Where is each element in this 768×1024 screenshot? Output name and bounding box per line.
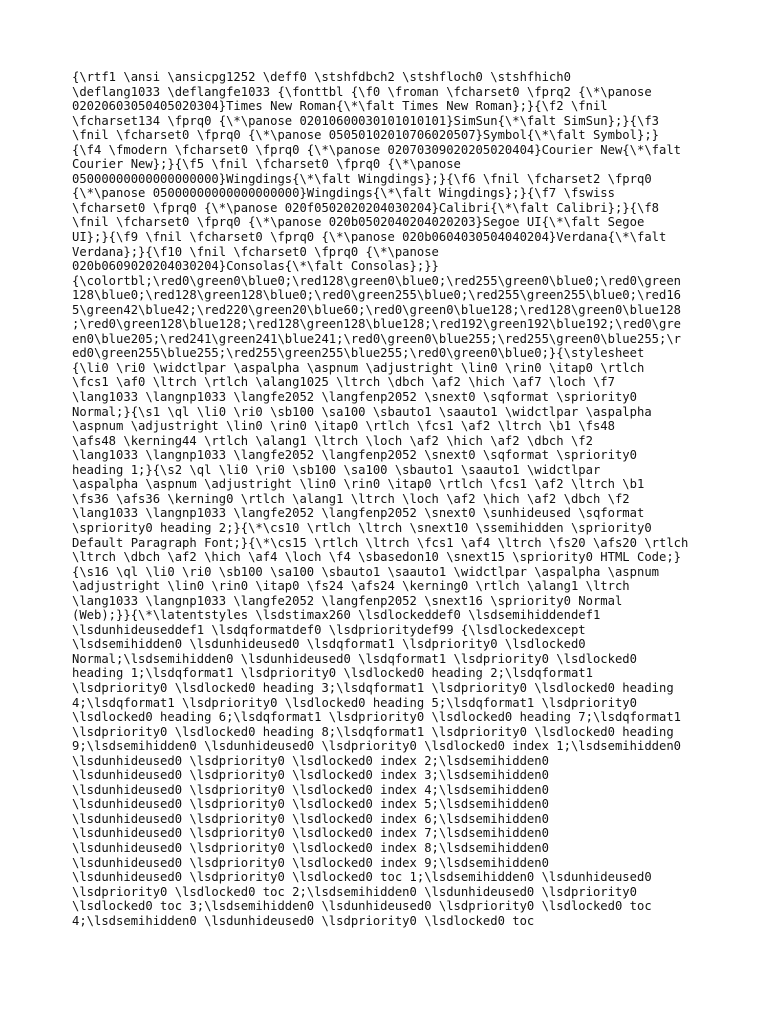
text-line: heading 1;}{\s2 \ql \li0 \ri0 \sb100 \sa100 \sbauto1 \saauto1 \widctlpar [72, 462, 601, 477]
text-line: \lang1033 \langnp1033 \langfe2052 \langfenp2052 \snext16 \spriority0 Normal [72, 593, 623, 608]
text-line: {\li0 \ri0 \widctlpar \aspalpha \aspnum \adjustright \lin0 \rin0 \itap0 \rtlch [72, 360, 645, 375]
text-line: \lsdunhideused0 \lsdpriority0 \lsdlocked0 index 3;\lsdsemihidden0 [72, 768, 549, 783]
text-line: \lsdlocked0 heading 6;\lsdqformat1 \lsdpriority0 \lsdlocked0 heading 7;\lsdqformat1 [72, 710, 682, 725]
text-line: \lsdunhideused0 \lsdpriority0 \lsdlocked0 index 2;\lsdsemihidden0 [72, 753, 549, 768]
text-line: \lsdpriority0 \lsdlocked0 toc 2;\lsdsemihidden0 \lsdunhideused0 \lsdpriority0 [72, 884, 637, 899]
text-line: Courier New};}{\f5 \fnil \fcharset0 \fprq0 {\*\panose [72, 157, 461, 172]
text-line: \fcs1 \af0 \ltrch \rtlch \alang1025 \ltrch \dbch \af2 \hich \af7 \loch \f7 [72, 375, 615, 390]
text-line: \ltrch \dbch \af2 \hich \af4 \loch \f4 \sbasedon10 \snext15 \spriority0 HTML Code;} [72, 550, 682, 565]
text-line: \fnil \fcharset0 \fprq0 {\*\panose 020b0502040204020203}Segoe UI{\*\falt Segoe [72, 215, 645, 230]
text-line: 02020603050405020304}Times New Roman{\*\falt Times New Roman};}{\f2 \fnil [72, 99, 608, 114]
text-line: \fcharset134 \fprq0 {\*\panose 02010600030101010101}SimSun{\*\falt SimSun};}{\f3 [72, 113, 659, 128]
text-line: \lsdunhideuseddef1 \lsdqformatdef0 \lsdprioritydef99 {\lsdlockedexcept [72, 622, 586, 637]
text-line: heading 1;\lsdqformat1 \lsdpriority0 \lsdlocked0 heading 2;\lsdqformat1 [72, 666, 593, 681]
text-line: \afs48 \kerning44 \rtlch \alang1 \ltrch \loch \af2 \hich \af2 \dbch \f2 [72, 433, 593, 448]
text-line: \aspnum \adjustright \lin0 \rin0 \itap0 \rtlch \fcs1 \af2 \ltrch \b1 \fs48 [72, 419, 615, 434]
text-line: \aspalpha \aspnum \adjustright \lin0 \rin0 \itap0 \rtlch \fcs1 \af2 \ltrch \b1 [72, 477, 645, 492]
text-line: {\f4 \fmodern \fcharset0 \fprq0 {\*\panose 02070309020205020404}Courier New{\*\falt [72, 142, 682, 157]
text-line: \lsdunhideused0 \lsdpriority0 \lsdlocked0 index 8;\lsdsemihidden0 [72, 840, 549, 855]
text-line: {\*\panose 05000000000000000000}Wingdings{\*\falt Wingdings};}{\f7 \fswiss [72, 186, 615, 201]
text-line: \lsdpriority0 \lsdlocked0 heading 3;\lsdqformat1 \lsdpriority0 \lsdlocked0 heading [72, 680, 674, 695]
text-line: en0\blue205;\red241\green241\blue241;\red0\green0\blue255;\red255\green0\blue255;\r [72, 331, 682, 346]
text-line: {\colortbl;\red0\green0\blue0;\red128\green0\blue0;\red255\green0\blue0;\red0\green [72, 273, 682, 288]
text-line: \lsdunhideused0 \lsdpriority0 \lsdlocked0 toc 1;\lsdsemihidden0 \lsdunhideused0 [72, 870, 652, 885]
text-line: 4;\lsdsemihidden0 \lsdunhideused0 \lsdpriority0 \lsdlocked0 toc [72, 913, 535, 928]
text-line: \lang1033 \langnp1033 \langfe2052 \langfenp2052 \snext0 \sqformat \spriority0 [72, 390, 637, 405]
text-line: \lang1033 \langnp1033 \langfe2052 \langfenp2052 \snext0 \sqformat \spriority0 [72, 448, 637, 463]
text-line: ;\red0\green128\blue128;\red128\green128\blue128;\red192\green192\blue192;\red0\gre [72, 317, 682, 332]
text-line: 020b0609020204030204}Consolas{\*\falt Consolas};}} [72, 259, 439, 274]
text-line: (Web);}}{\*\latentstyles \lsdstimax260 \lsdlockeddef0 \lsdsemihiddendef1 [72, 608, 601, 623]
text-line: {\rtf1 \ansi \ansicpg1252 \deff0 \stshfdbch2 \stshfloch0 \stshfhich0 [72, 70, 571, 84]
text-line: ed0\green255\blue255;\red255\green255\blue255;\red0\green0\blue0;}{\stylesheet [72, 346, 645, 361]
text-line: \lsdlocked0 toc 3;\lsdsemihidden0 \lsdunhideused0 \lsdpriority0 \lsdlocked0 toc [72, 899, 652, 914]
text-line: 4;\lsdqformat1 \lsdpriority0 \lsdlocked0 heading 5;\lsdqformat1 \lsdpriority0 [72, 695, 637, 710]
text-line: \spriority0 heading 2;}{\*\cs10 \rtlch \ltrch \snext10 \ssemihidden \spriority0 [72, 520, 652, 535]
text-line: \fs36 \afs36 \kerning0 \rtlch \alang1 \ltrch \loch \af2 \hich \af2 \dbch \f2 [72, 491, 630, 506]
text-line: \lsdunhideused0 \lsdpriority0 \lsdlocked0 index 5;\lsdsemihidden0 [72, 797, 549, 812]
text-line: Default Paragraph Font;}{\*\cs15 \rtlch \ltrch \fcs1 \af4 \ltrch \fs20 \afs20 \rtlch [72, 535, 689, 550]
text-line: 5\green42\blue42;\red220\green20\blue60;\red0\green0\blue128;\red128\green0\blue128 [72, 302, 682, 317]
text-line: \fcharset0 \fprq0 {\*\panose 020f0502020204030204}Calibri{\*\falt Calibri};}{\f8 [72, 200, 659, 215]
text-line: Normal;}{\s1 \ql \li0 \ri0 \sb100 \sa100 \sbauto1 \saauto1 \widctlpar \aspalpha [72, 404, 652, 419]
text-line: \lsdunhideused0 \lsdpriority0 \lsdlocked0 index 4;\lsdsemihidden0 [72, 782, 549, 797]
text-line: \lsdsemihidden0 \lsdunhideused0 \lsdqformat1 \lsdpriority0 \lsdlocked0 [72, 637, 586, 652]
text-line: \lsdunhideused0 \lsdpriority0 \lsdlocked0 index 7;\lsdsemihidden0 [72, 826, 549, 841]
text-line: 128\blue0;\red128\green128\blue0;\red0\green255\blue0;\red255\green255\blue0;\red16 [72, 288, 682, 303]
text-line: \adjustright \lin0 \rin0 \itap0 \fs24 \afs24 \kerning0 \rtlch \alang1 \ltrch [72, 579, 630, 594]
text-line: {\s16 \ql \li0 \ri0 \sb100 \sa100 \sbauto1 \saauto1 \widctlpar \aspalpha \aspnum [72, 564, 659, 579]
rtf-source-text [72, 70, 712, 928]
text-line: \lsdunhideused0 \lsdpriority0 \lsdlocked0 index 9;\lsdsemihidden0 [72, 855, 549, 870]
text-line: \deflang1033 \deflangfe1033 {\fonttbl {\f0 \froman \fcharset0 \fprq2 {\*\panose [72, 84, 652, 99]
text-line: UI};}{\f9 \fnil \fcharset0 \fprq0 {\*\panose 020b0604030504040204}Verdana{\*\falt [72, 230, 667, 245]
text-line: \lsdpriority0 \lsdlocked0 heading 8;\lsdqformat1 \lsdpriority0 \lsdlocked0 heading [72, 724, 674, 739]
text-line: \fnil \fcharset0 \fprq0 {\*\panose 05050102010706020507}Symbol{\*\falt Symbol};} [72, 128, 659, 143]
text-line: 9;\lsdsemihidden0 \lsdunhideused0 \lsdpriority0 \lsdlocked0 index 1;\lsdsemihidden0 [72, 739, 682, 754]
text-line: 05000000000000000000}Wingdings{\*\falt Wingdings};}{\f6 \fnil \fcharset2 \fprq0 [72, 171, 652, 186]
text-line: \lang1033 \langnp1033 \langfe2052 \langfenp2052 \snext0 \sunhideused \sqformat [72, 506, 645, 521]
text-line: Verdana};}{\f10 \fnil \fcharset0 \fprq0 {\*\panose [72, 244, 439, 259]
text-line: Normal;\lsdsemihidden0 \lsdunhideused0 \lsdqformat1 \lsdpriority0 \lsdlocked0 [72, 651, 637, 666]
text-line: \lsdunhideused0 \lsdpriority0 \lsdlocked0 index 6;\lsdsemihidden0 [72, 811, 549, 826]
